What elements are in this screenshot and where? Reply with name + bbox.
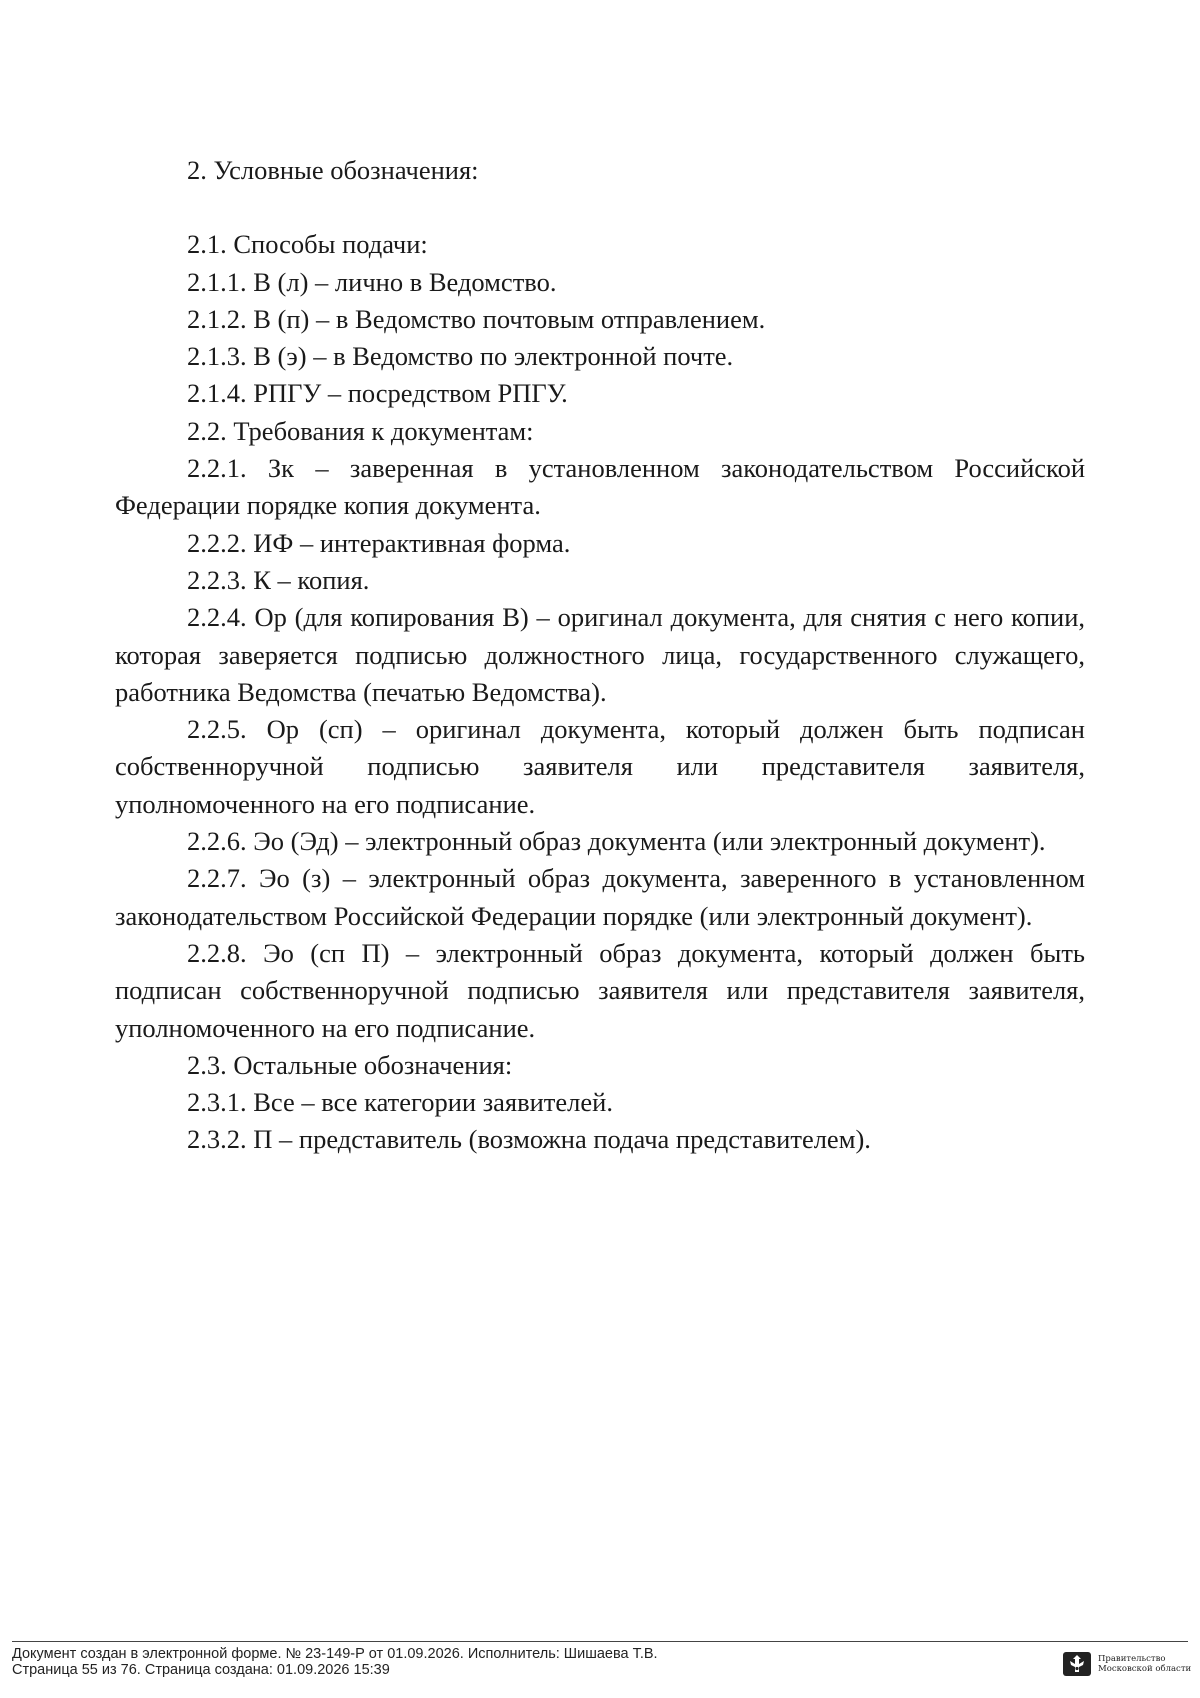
paragraph: 2.1.1. В (л) – лично в Ведомство.: [187, 266, 557, 297]
government-logo: [1062, 1650, 1191, 1678]
logo-text: [1098, 1654, 1191, 1674]
footer-divider: [12, 1641, 1188, 1642]
document-body: [115, 152, 1085, 1159]
paragraph: 2.2.5. Ор (сп) – оригинал документа, который должен быть подписан собственноручной подписью заявителя или представителя заявителя, уполномоченного на его подписание.: [115, 714, 1085, 819]
paragraph: 2.2.3. К – копия.: [187, 564, 370, 595]
paragraph: 2.2.6. Эо (Эд) – электронный образ документа (или электронный документ).: [187, 826, 1046, 857]
paragraph: 2.1.4. РПГУ – посредством РПГУ.: [187, 378, 568, 409]
paragraph: 2.2.4. Ор (для копирования В) – оригинал документа, для снятия с него копии, которая заверяется подписью должностного лица, государственного служащего, работника Ведомства (печатью Ведомства).: [115, 602, 1085, 707]
paragraph: 2.3.1. Все – все категории заявителей.: [187, 1087, 613, 1118]
coat-of-arms-icon: [1062, 1650, 1092, 1678]
logo-text-line1: Правительство: [1098, 1654, 1166, 1664]
paragraph: 2.1.2. В (п) – в Ведомство почтовым отправлением.: [187, 303, 766, 334]
paragraph: 2.1.3. В (э) – в Ведомство по электронной почте.: [187, 341, 734, 372]
paragraph: 2.3. Остальные обозначения:: [187, 1049, 513, 1080]
logo-text-line2: Московской области: [1098, 1664, 1192, 1674]
paragraph: 2.2.7. Эо (з) – электронный образ документа, заверенного в установленном законодательством Российской Федерации порядке (или электронный документ).: [115, 863, 1085, 931]
footer-page-info: Страница 55 из 76. Страница создана: 01.09.2026 15:39: [12, 1662, 390, 1678]
paragraph: 2.1. Способы подачи:: [187, 229, 428, 260]
paragraph: 2.2. Требования к документам:: [187, 415, 534, 446]
footer: [12, 1646, 658, 1678]
section-heading: 2. Условные обозначения:: [187, 155, 479, 185]
paragraph: 2.3.2. П – представитель (возможна подача представителем).: [187, 1124, 871, 1155]
paragraph: 2.2.8. Эо (сп П) – электронный образ документа, который должен быть подписан собственноручной подписью заявителя или представителя заявителя, уполномоченного на его подписание.: [115, 937, 1085, 1043]
paragraph: 2.2.1. Зк – заверенная в установленном законодательством Российской Федерации порядке копия документа.: [115, 453, 1085, 521]
footer-document-info: Документ создан в электронной форме. № 23-149-Р от 01.09.2026. Исполнитель: Шишаева Т.В.: [12, 1646, 658, 1662]
paragraph: 2.2.2. ИФ – интерактивная форма.: [187, 527, 571, 558]
